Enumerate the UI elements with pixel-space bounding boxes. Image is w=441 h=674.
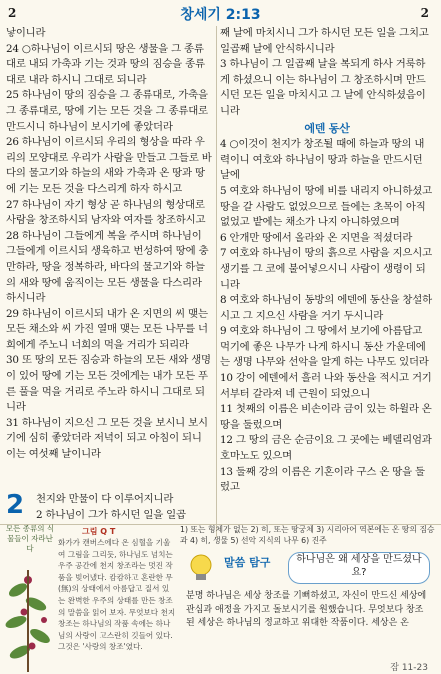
verse: 28 하나님이 그들에게 복을 주시며 하나님이 그들에게 이르시되 생육하고 번성하여 땅에 충만하라, 땅을 정복하라, 바다의 물고기와 하늘의 새와 땅에 움직이는 모든 생물을 다스리라 하시니라 (6, 229, 209, 305)
verse: 13 둘째 강의 이름은 기혼이라 구스 온 땅을 둘렀고 (220, 465, 425, 494)
chapter-number: 2 (6, 490, 25, 520)
page-number-right: 2 (420, 6, 429, 20)
verse: 4 ○이것이 천지가 창조될 때에 하늘과 땅의 내력이니 여호와 하나님이 땅과 하늘을 만드시던 날에 (220, 138, 425, 182)
verse: 6 안개만 땅에서 올라와 온 지면을 적셨더라 (220, 231, 413, 244)
verse: 12 그 땅의 금은 순금이요 그 곳에는 베델리엄과 호마노도 있으며 (220, 434, 432, 463)
verse: 10 강이 에덴에서 흘러 나와 동산을 적시고 거기서부터 갈라져 네 근원이 되었으니 (220, 372, 432, 400)
verse: 5 여호와 하나님이 땅에 비를 내리지 아니하셨고 땅을 갈 사람도 없었으므로 들에는 초목이 아직 없었고 밭에는 채소가 나지 아니하였으며 (220, 184, 432, 229)
plant-illustration (0, 560, 56, 674)
verse: 천지와 만물이 다 이루어지니라 (36, 493, 174, 505)
verse: 8 여호와 하나님이 동방의 에덴에 동산을 창설하시고 그 지으신 사람을 거기 두시니라 (220, 294, 432, 322)
verse: 9 여호와 하나님이 그 땅에서 보기에 아름답고 먹기에 좋은 나무가 나게 하시니 동산 가운데에는 생명 나무와 선악을 알게 하는 나무도 있더라 (220, 325, 429, 369)
verse: 3 하나님이 그 일곱째 날을 복되게 하사 거룩하게 하셨으니 이는 하나님이 그 창조하시며 만드시던 모든 일을 마치시고 그 날에 안식하셨음이니라 (220, 58, 426, 117)
word-study-header (180, 550, 436, 584)
word-study-body: 분명 하나님은 세상 창조를 기뻐하셨고, 자신이 만드신 세상에 관심과 애정을 가지고 돌보시기를 원했습니다. 무엇보다 창조된 세상은 하나님의 정교하고 위대한 작품이다. 세상은 온 (186, 591, 427, 629)
box-text: 화가가 캔버스에다 온 심혈을 기울여 그림을 그리듯, 하나님도 넘치는 우주 공간에 천지 창조라는 멋진 작품을 빚어냈다. 캄캄하고 혼란한 무(無)의 상태에서 아름답고 질서 있는 완벽한 우주의 상태를 만든 창조의 말씀을 읽어 보자. 무엇보다 천지 창조는 하나님의 작품 속에는 하나님의 사랑이 고스란히 깃들어 있다. 그것은 '사랑의 창조'였다. (58, 538, 176, 652)
verse: 2 하나님이 그가 하시던 일을 일곱 (36, 508, 186, 521)
word-study-reference: 잠 11-23 (390, 663, 428, 673)
verse: 26 하나님이 이르시되 우리의 형상을 따라 우리의 모양대로 우리가 사람을 만들고 그들로 바다의 물고기와 하늘의 새와 가축과 온 땅과 땅에 기는 모든 것을 다스리게 하자 하시고 (6, 136, 212, 195)
word-study-label: 말씀 탐구 (224, 556, 271, 569)
verse: 31 하나님이 지으신 그 모든 것을 보시니 보시기에 심히 좋았더라 저녁이 되고 아침이 되니 이는 여섯째 날이니라 (6, 416, 208, 461)
verse: 29 하나님이 이르시되 내가 온 지면의 씨 맺는 모든 채소와 씨 가진 열매 맺는 모든 나무를 너희에게 주노니 너희의 먹을 거리가 되리라 (6, 307, 208, 351)
left-column (6, 26, 212, 463)
verse: 24 ○하나님이 이르시되 땅은 생물을 그 종류대로 내되 가축과 기는 것과 땅의 짐승을 종류대로 내라 하시니 그대로 되니라 (6, 42, 205, 86)
right-column (220, 26, 434, 496)
verse: 낳이니라 (6, 27, 46, 39)
verse: 30 또 땅의 모든 짐승과 하늘의 모든 새와 생명이 있어 땅에 기는 모든 것에게는 내가 모든 푸른 풀을 먹을 거리로 주노라 하시니 그대로 되니라 (6, 354, 211, 414)
box-title: 그림 Q T (82, 527, 116, 536)
verse: 11 첫째의 이름은 비손이라 금이 있는 하윌라 온 땅을 둘렀으며 (220, 403, 432, 431)
side-note: 모든 종류의 식물들이 자라난다 (5, 524, 55, 553)
section-heading: 에덴 동산 (304, 121, 350, 135)
page-header (0, 0, 441, 26)
verse: 7 여호와 하나님이 땅의 흙으로 사람을 지으시고 생기를 그 코에 불어넣으시니 사람이 생령이 되니라 (220, 247, 432, 291)
verse: 째 날에 마치시니 그가 하시던 모든 일을 그치고 일곱째 날에 안식하시니라 (220, 27, 429, 55)
word-study-box (180, 550, 436, 674)
chapter-opening (36, 492, 212, 523)
verse: 27 하나님이 자기 형상 곧 하나님의 형상대로 사람을 창조하시되 남자와 여자를 창조하시고 (6, 198, 206, 227)
word-study-question: 하나님은 왜 세상을 만드셨나요? (288, 552, 430, 584)
lightbulb-icon (186, 552, 216, 584)
footnotes: 1) 또는 형체가 없는 2) 히, 또는 땅궁체 3) 시리아어 역본에는 온 땅의 짐승과 4) 히, 생물 5) 선악 지식의 나무 6) 진주 (180, 525, 435, 545)
chapter-reference: 창세기 2:13 (180, 7, 261, 23)
page-number-left: 2 (8, 6, 17, 20)
column-divider (216, 26, 217, 538)
verse: 25 하나님이 땅의 짐승을 그 종류대로, 가축을 그 종류대로, 땅에 기는 모든 것을 그 종류대로 만드시니 하나님이 보시기에 좋았더라 (6, 89, 208, 133)
picture-qt-box (58, 526, 176, 674)
